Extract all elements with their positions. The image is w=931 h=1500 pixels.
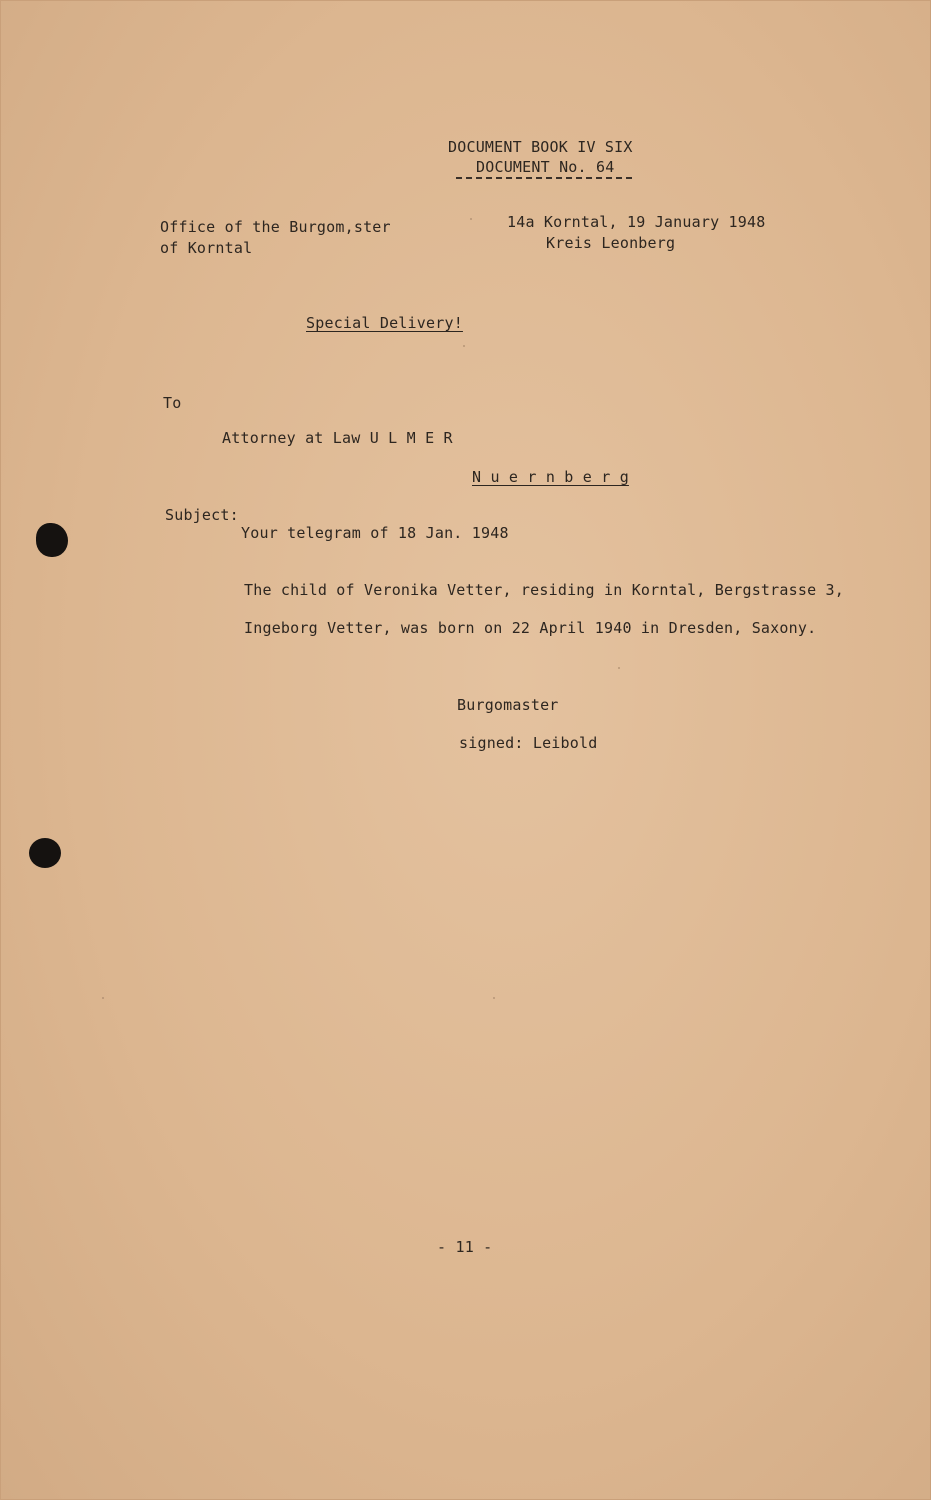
page-number: - 11 - [437,1238,493,1256]
body-line-1: The child of Veronika Vetter, residing in Korntal, Bergstrasse 3, [244,581,844,599]
addressee: Attorney at Law U L M E R [222,429,453,447]
subject-text: Your telegram of 18 Jan. 1948 [241,524,509,542]
paper-speck [470,218,472,220]
sender-line-1: Office of the Burgom,ster [160,218,391,236]
special-delivery-label: Special Delivery! [306,314,463,332]
paper-speck [493,997,495,999]
place-date-line: 14a Korntal, 19 January 1948 [507,213,766,231]
document-book-heading: DOCUMENT BOOK IV SIX [448,138,633,156]
signature-title: Burgomaster [457,696,559,714]
body-line-2: Ingeborg Vetter, was born on 22 April 1940 in Dresden, Saxony. [244,619,817,637]
document-number: DOCUMENT No. 64 [476,158,615,176]
signature-signed: signed: Leibold [459,734,598,752]
to-label: To [163,394,182,412]
addressee-city: N u e r n b e r g [472,468,629,486]
sender-line-2: of Korntal [160,239,253,257]
heading-dash-rule [456,177,632,179]
punch-hole-upper [36,523,68,557]
punch-hole-lower [29,838,61,868]
subject-label: Subject: [165,506,239,524]
paper-speck [102,997,104,999]
district-line: Kreis Leonberg [546,234,676,252]
paper-speck [463,345,465,347]
paper-speck [618,667,620,669]
